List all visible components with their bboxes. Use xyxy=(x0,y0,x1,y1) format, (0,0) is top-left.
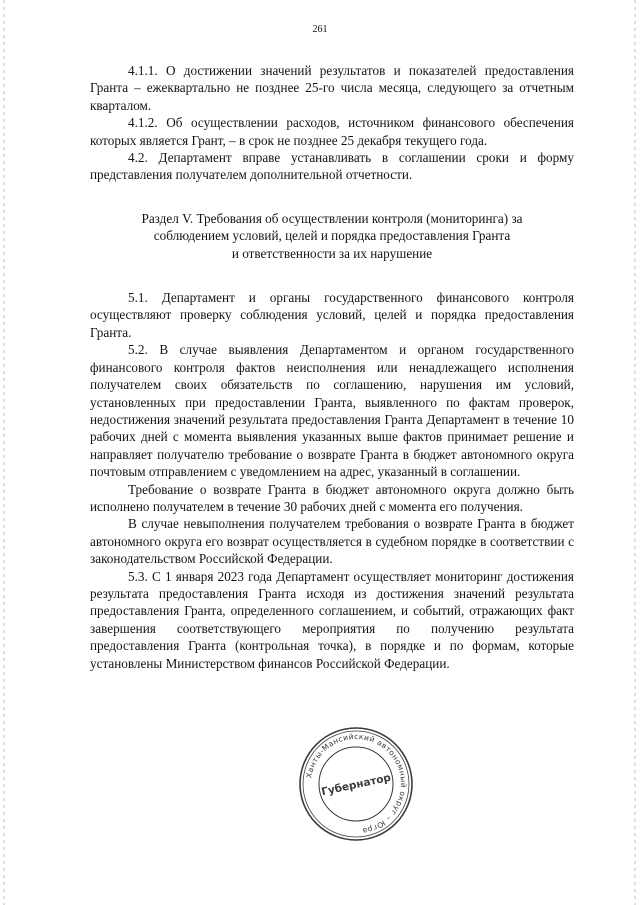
paragraph-grant-return: Требование о возврате Гранта в бюджет автономного округа должно быть исполнено получателем в течение 30 рабочих дней с момента его получения. xyxy=(90,481,574,514)
seal-ring-textpath: Ханты-Мансийский автономный округ – Югра xyxy=(304,731,409,836)
scan-edge-right xyxy=(634,0,636,905)
scan-edge-left xyxy=(3,0,5,905)
paragraph-5-3: 5.3. С 1 января 2023 года Департамент осуществляет мониторинг достижения результата предоставления Гранта исходя из достижения значений результата предоставления Гранта, определенного соглашением, и событий, отражающих факт завершения соответствующего мероприятия по получению результата предоставления Гранта (контрольная точка), в порядке и по формам, которые установлены Министерством финансов Российской Федерации. xyxy=(90,568,574,671)
section-heading-line: Раздел V. Требования об осуществлении контроля (мониторинга) за xyxy=(141,210,523,226)
section-heading xyxy=(90,210,574,262)
paragraph-5-2: 5.2. В случае выявления Департаментом и органом государственного финансового контроля фактов неисполнения или ненадлежащего исполнения получателем своих обязательств по соглашению, нарушения им условий, установленных при предоставлении Гранта, выявленного по фактам проверок, недостижения значений результата предоставления Гранта Департамент в течение 10 рабочих дней с момента выявления указанных выше фактов принимает решение и направляет получателю требование о возврате Гранта в бюджет автономного округа почтовым отправлением с уведомлением на адрес, указанный в соглашении. xyxy=(90,342,574,480)
governor-seal xyxy=(296,724,416,844)
document-body xyxy=(90,62,574,672)
paragraph-non-fulfilment: В случае невыполнения получателем требования о возврате Гранта в бюджет автономного округа его возврат осуществляется в судебном порядке в соответствии с законодательством Российской Федерации. xyxy=(90,516,574,567)
page-number: 261 xyxy=(312,24,328,35)
seal-graphic xyxy=(296,724,416,844)
paragraph-5-1: 5.1. Департамент и органы государственного финансового контроля осуществляют проверку соблюдения условий, целей и порядка предоставления Гранта. xyxy=(90,290,574,340)
seal-center-text: Губернатор xyxy=(320,771,393,799)
paragraph-4-2: 4.2. Департамент вправе устанавливать в соглашении сроки и форму представления получателем дополнительной отчетности. xyxy=(90,150,574,183)
section-heading-line: соблюдением условий, целей и порядка предоставления Гранта xyxy=(153,228,511,244)
paragraph-4-1-2: 4.1.2. Об осуществлении расходов, источником финансового обеспечения которых является Грант, – в срок не позднее 25 декабря текущего года. xyxy=(90,115,574,148)
paragraph-4-1-1: 4.1.1. О достижении значений результатов и показателей предоставления Гранта – ежеквартально не позднее 25-го числа месяца, следующего за отчетным кварталом. xyxy=(90,63,574,113)
section-heading-line: и ответственности за их нарушение xyxy=(231,245,433,261)
